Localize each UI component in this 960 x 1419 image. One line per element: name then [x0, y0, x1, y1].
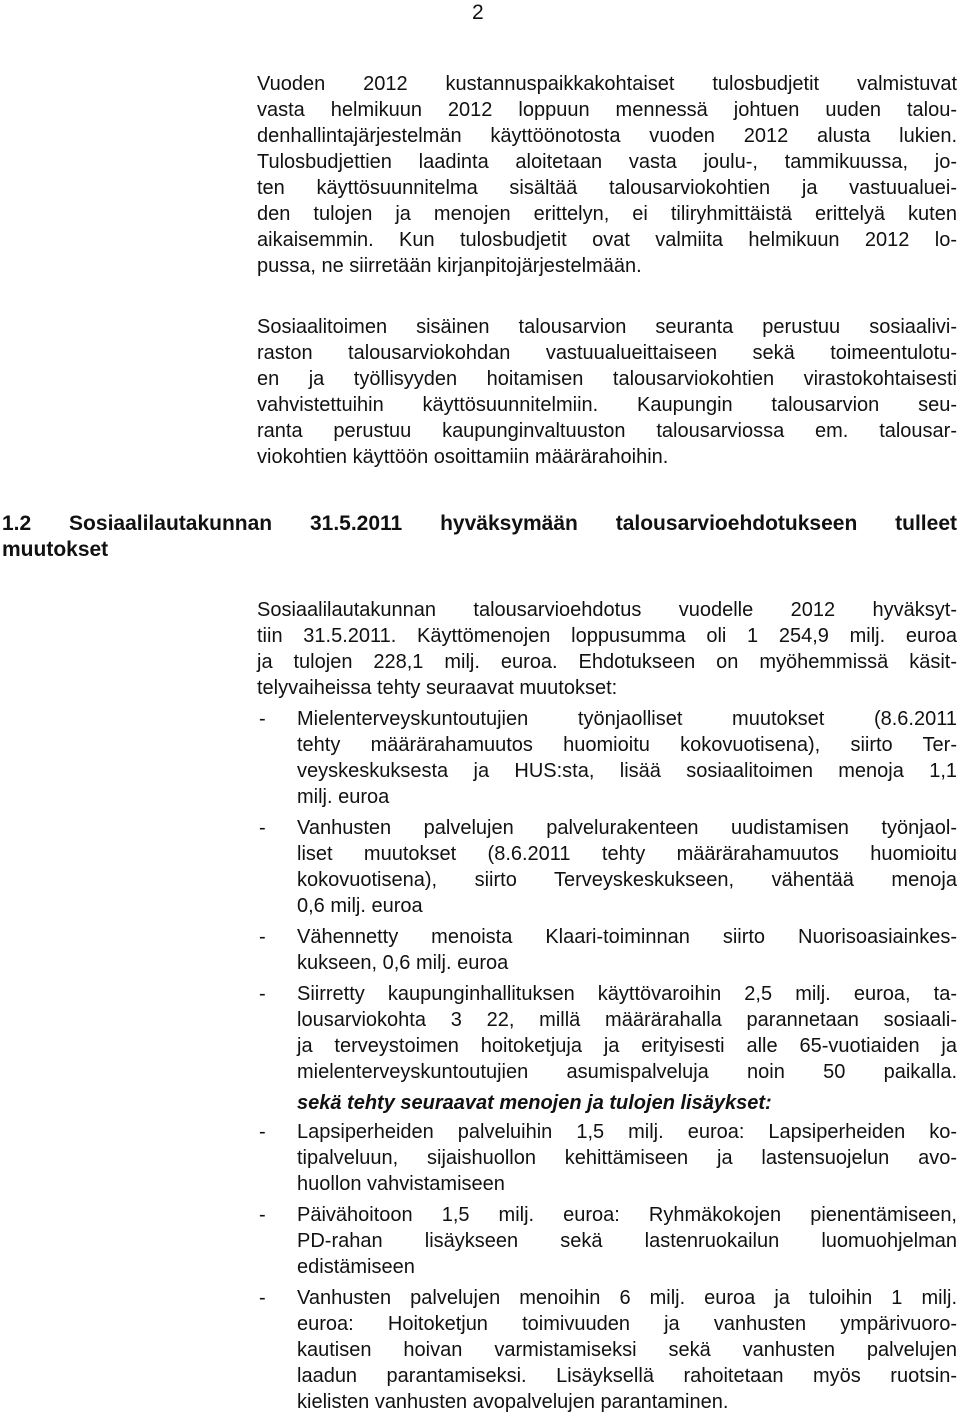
- text-line: pussa, ne siirretään kirjanpitojärjestelmään.: [257, 255, 642, 277]
- list-dash: -: [259, 1287, 266, 1309]
- text-line: aikaisemmin. Kun tulosbudjetit ovat valmiita helmikuun 2012 lo-: [257, 229, 957, 251]
- list-item-line: kokovuotisena), siirto Terveyskeskukseen, vähentää menoja: [297, 869, 957, 891]
- list-item-line: edistämiseen: [297, 1256, 415, 1278]
- list-item-line: Päivähoitoon 1,5 milj. euroa: Ryhmäkokojen pienentämiseen,: [297, 1204, 957, 1226]
- heading-line: 1.2 Sosiaalilautakunnan 31.5.2011 hyväksymään talousarvioehdotukseen tulleet: [2, 512, 957, 535]
- list-item-line: tipalveluun, sijaishuollon kehittämiseen ja lastensuojelun avo-: [297, 1147, 957, 1169]
- list-dash: -: [259, 926, 266, 948]
- list-item-line: huollon vahvistamiseen: [297, 1173, 505, 1195]
- page-number: 2: [472, 1, 484, 24]
- text-line: telyvaiheissa tehty seuraavat muutokset:: [257, 677, 618, 699]
- list-item-line: Vähennetty menoista Klaari-toiminnan siirto Nuorisoasiainkes-: [297, 926, 957, 948]
- list-item-line: liset muutokset (8.6.2011 tehty määrärahamuutos huomioitu: [297, 843, 957, 865]
- list-dash: -: [259, 708, 266, 730]
- text-line: Tulosbudjettien laadinta aloitetaan vasta joulu-, tammikuussa, jo-: [257, 151, 957, 173]
- list-item-line: veyskeskuksesta ja HUS:sta, lisää sosiaalitoimen menoja 1,1: [297, 760, 957, 782]
- list-item-line: laadun parantamiseksi. Lisäyksellä rahoitetaan myös ruotsin-: [297, 1365, 957, 1387]
- text-line: Sosiaalitoimen sisäinen talousarvion seuranta perustuu sosiaalivi-: [257, 316, 957, 338]
- text-line: viokohtien käyttöön osoittamiin määrärahoihin.: [257, 446, 669, 468]
- list-item-line: tehty määrärahamuutos huomioitu kokovuotisena), siirto Ter-: [297, 734, 957, 756]
- list-item-line: Mielenterveyskuntoutujien työnjaolliset muutokset (8.6.2011: [297, 708, 957, 730]
- list-item-line: euroa: Hoitoketjun toimivuuden ja vanhusten ympärivuoro-: [297, 1313, 957, 1335]
- list-item-line: kukseen, 0,6 milj. euroa: [297, 952, 509, 974]
- text-line: Sosiaalilautakunnan talousarvioehdotus vuodelle 2012 hyväksyt-: [257, 599, 957, 621]
- text-line: ja tulojen 228,1 milj. euroa. Ehdotukseen on myöhemmissä käsit-: [257, 651, 957, 673]
- list-dash: -: [259, 1121, 266, 1143]
- text-line: en ja työllisyyden hoitamisen talousarviokohtien virastokohtaisesti: [257, 368, 957, 390]
- list-item-line: mielenterveyskuntoutujien asumispalveluja noin 50 paikalla.: [297, 1061, 957, 1083]
- list-item-line: 0,6 milj. euroa: [297, 895, 423, 917]
- list-subheading: sekä tehty seuraavat menojen ja tulojen lisäykset:: [297, 1092, 772, 1114]
- list-item-line: lousarviokohta 3 22, millä määrärahalla parannetaan sosiaali-: [297, 1009, 957, 1031]
- text-line: vahvistettuihin käyttösuunnitelmiin. Kaupungin talousarvion seu-: [257, 394, 957, 416]
- text-line: vasta helmikuun 2012 loppuun mennessä johtuen uuden talou-: [257, 99, 957, 121]
- text-line: den tulojen ja menojen erittelyn, ei tiliryhmittäistä erittelyä kuten: [257, 203, 957, 225]
- text-line: denhallintajärjestelmän käyttöönotosta vuoden 2012 alusta lukien.: [257, 125, 957, 147]
- list-item-line: Lapsiperheiden palveluihin 1,5 milj. euroa: Lapsiperheiden ko-: [297, 1121, 957, 1143]
- heading-line: muutokset: [2, 538, 109, 561]
- text-line: ten käyttösuunnitelma sisältää talousarviokohtien ja vastuualuei-: [257, 177, 957, 199]
- list-dash: -: [259, 983, 266, 1005]
- list-item-line: PD-rahan lisäykseen sekä lastenruokailun luomuohjelman: [297, 1230, 957, 1252]
- text-line: raston talousarviokohdan vastuualueittaiseen sekä toimeentulotu-: [257, 342, 957, 364]
- list-item-line: Vanhusten palvelujen menoihin 6 milj. euroa ja tuloihin 1 milj.: [297, 1287, 957, 1309]
- text-line: tiin 31.5.2011. Käyttömenojen loppusumma oli 1 254,9 milj. euroa: [257, 625, 957, 647]
- list-item-line: kautisen hoivan varmistamiseksi sekä vanhusten palvelujen: [297, 1339, 957, 1361]
- list-item-line: Vanhusten palvelujen palvelurakenteen uudistamisen työnjaol-: [297, 817, 957, 839]
- text-line: ranta perustuu kaupunginvaltuuston talousarviossa em. talousar-: [257, 420, 957, 442]
- list-item-line: kielisten vanhusten avopalvelujen parantaminen.: [297, 1391, 729, 1413]
- list-item-line: Siirretty kaupunginhallituksen käyttövaroihin 2,5 milj. euroa, ta-: [297, 983, 957, 1005]
- list-item-line: milj. euroa: [297, 786, 390, 808]
- text-line: Vuoden 2012 kustannuspaikkakohtaiset tulosbudjetit valmistuvat: [257, 73, 957, 95]
- list-dash: -: [259, 1204, 266, 1226]
- list-dash: -: [259, 817, 266, 839]
- list-item-line: ja terveystoimen hoitoketjuja ja erityisesti alle 65-vuotiaiden ja: [297, 1035, 957, 1057]
